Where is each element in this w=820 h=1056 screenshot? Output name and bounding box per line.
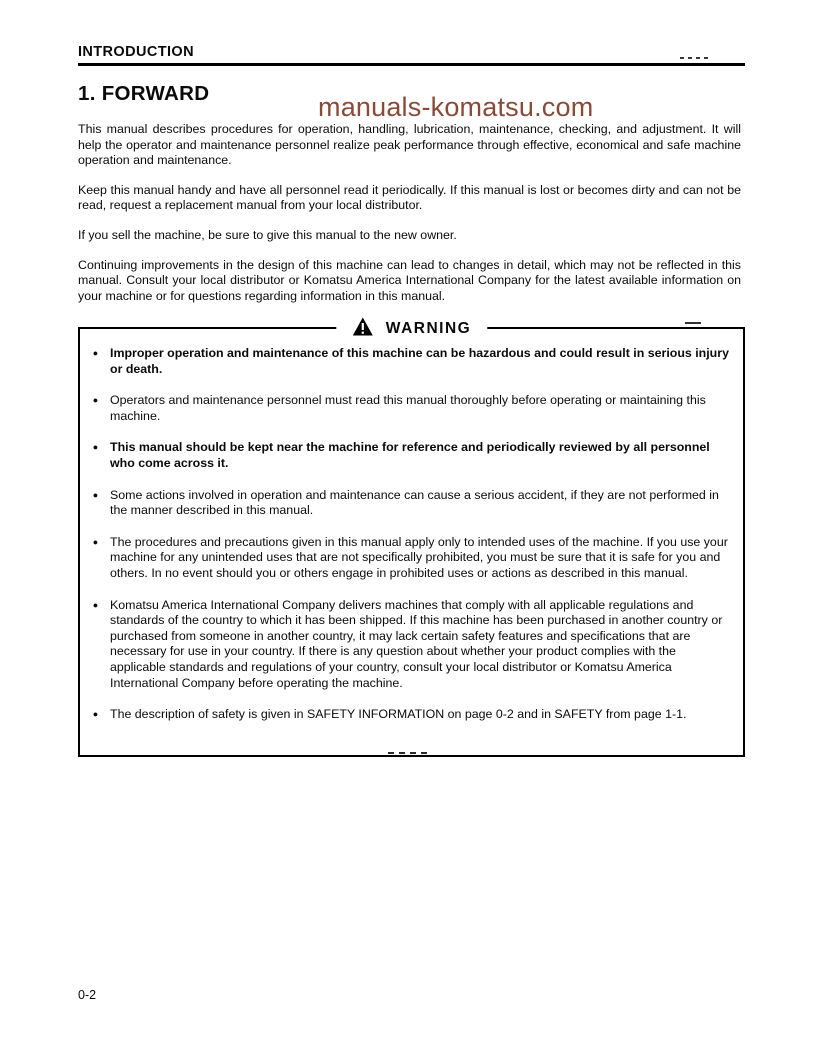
scan-artifact [685, 322, 701, 324]
warning-triangle-icon [352, 317, 373, 341]
bullet-icon: ● [92, 489, 99, 500]
header-rule [78, 63, 745, 66]
bullet-icon: ● [92, 599, 99, 610]
page-number: 0-2 [78, 988, 97, 1002]
paragraph: If you sell the machine, be sure to give this manual to the new owner. [78, 227, 457, 242]
warning-item-text: Komatsu America International Company delivers machines that comply with all applicable regulations and standards of the country to which it has been shipped. If this machine has been purchased in another country or purchased from someone in another country, it may lack certain safety features and specifications that are necessary for use in your country. If there is any question about whether your product complies with the applicable standards and regulations of your country, consult your local distributor or Komatsu America International Company before operating the machine. [110, 597, 723, 690]
warning-item-text: The description of safety is given in SAFETY INFORMATION on page 0-2 and in SAFETY from page 1-1. [110, 707, 687, 722]
warning-item [89, 598, 731, 692]
bullet-icon: ● [92, 536, 99, 547]
warning-item [89, 346, 731, 377]
warning-title-label: WARNING [385, 320, 472, 337]
bullet-icon: ● [92, 348, 99, 358]
bullet-icon: ● [92, 709, 99, 720]
warning-item [89, 440, 731, 471]
scan-artifact [388, 752, 432, 754]
warning-box [78, 320, 745, 757]
warning-item [89, 707, 731, 723]
warning-item-text: This manual should be kept near the machine for reference and periodically reviewed by all personnel who come across it. [110, 440, 710, 470]
page-title: 1. FORWARD [78, 82, 210, 105]
paragraph: Keep this manual handy and have all personnel read it periodically. If this manual is lost or becomes dirty and can not be read, request a replacement manual from your local distributor. [78, 182, 741, 213]
bullet-icon: ● [92, 442, 99, 453]
warning-item [89, 535, 731, 582]
warning-item-text: Some actions involved in operation and maintenance can cause a serious accident, if they are not performed in the manner described in this manual. [110, 487, 719, 518]
paragraph: Continuing improvements in the design of this machine can lead to changes in detail, which may not be reflected in this manual. Consult your local distributor or Komatsu America International Company for the latest available information on your machine or for questions regarding information in this manual. [78, 257, 741, 303]
warning-item [89, 393, 731, 424]
warning-item-text: Operators and maintenance personnel must read this manual thoroughly before operating or maintaining this machine. [110, 393, 706, 423]
warning-content [80, 329, 743, 731]
warning-item [89, 488, 731, 519]
warning-item-text: The procedures and precautions given in this manual apply only to intended uses of the machine. If you use your machine for any unintended uses that are not specifically prohibited, you must be sure that it is safe for you and others. In no event should you or others engage in prohibited uses or actions as described in this manual. [110, 534, 728, 580]
watermark-text: manuals-komatsu.com [318, 92, 594, 122]
scan-artifact [680, 57, 710, 59]
section-header: INTRODUCTION [78, 44, 194, 60]
bullet-icon: ● [92, 395, 99, 406]
warning-box-title [336, 317, 487, 341]
paragraph: This manual describes procedures for operation, handling, lubrication, maintenance, checking, and adjustment. It will help the operator and maintenance personnel realize peak performance through effective, economical and safe machine operation and maintenance. [78, 122, 741, 168]
intro-paragraphs [78, 122, 741, 304]
warning-item-text: Improper operation and maintenance of this machine can be hazardous and could result in serious injury or death. [110, 346, 729, 376]
